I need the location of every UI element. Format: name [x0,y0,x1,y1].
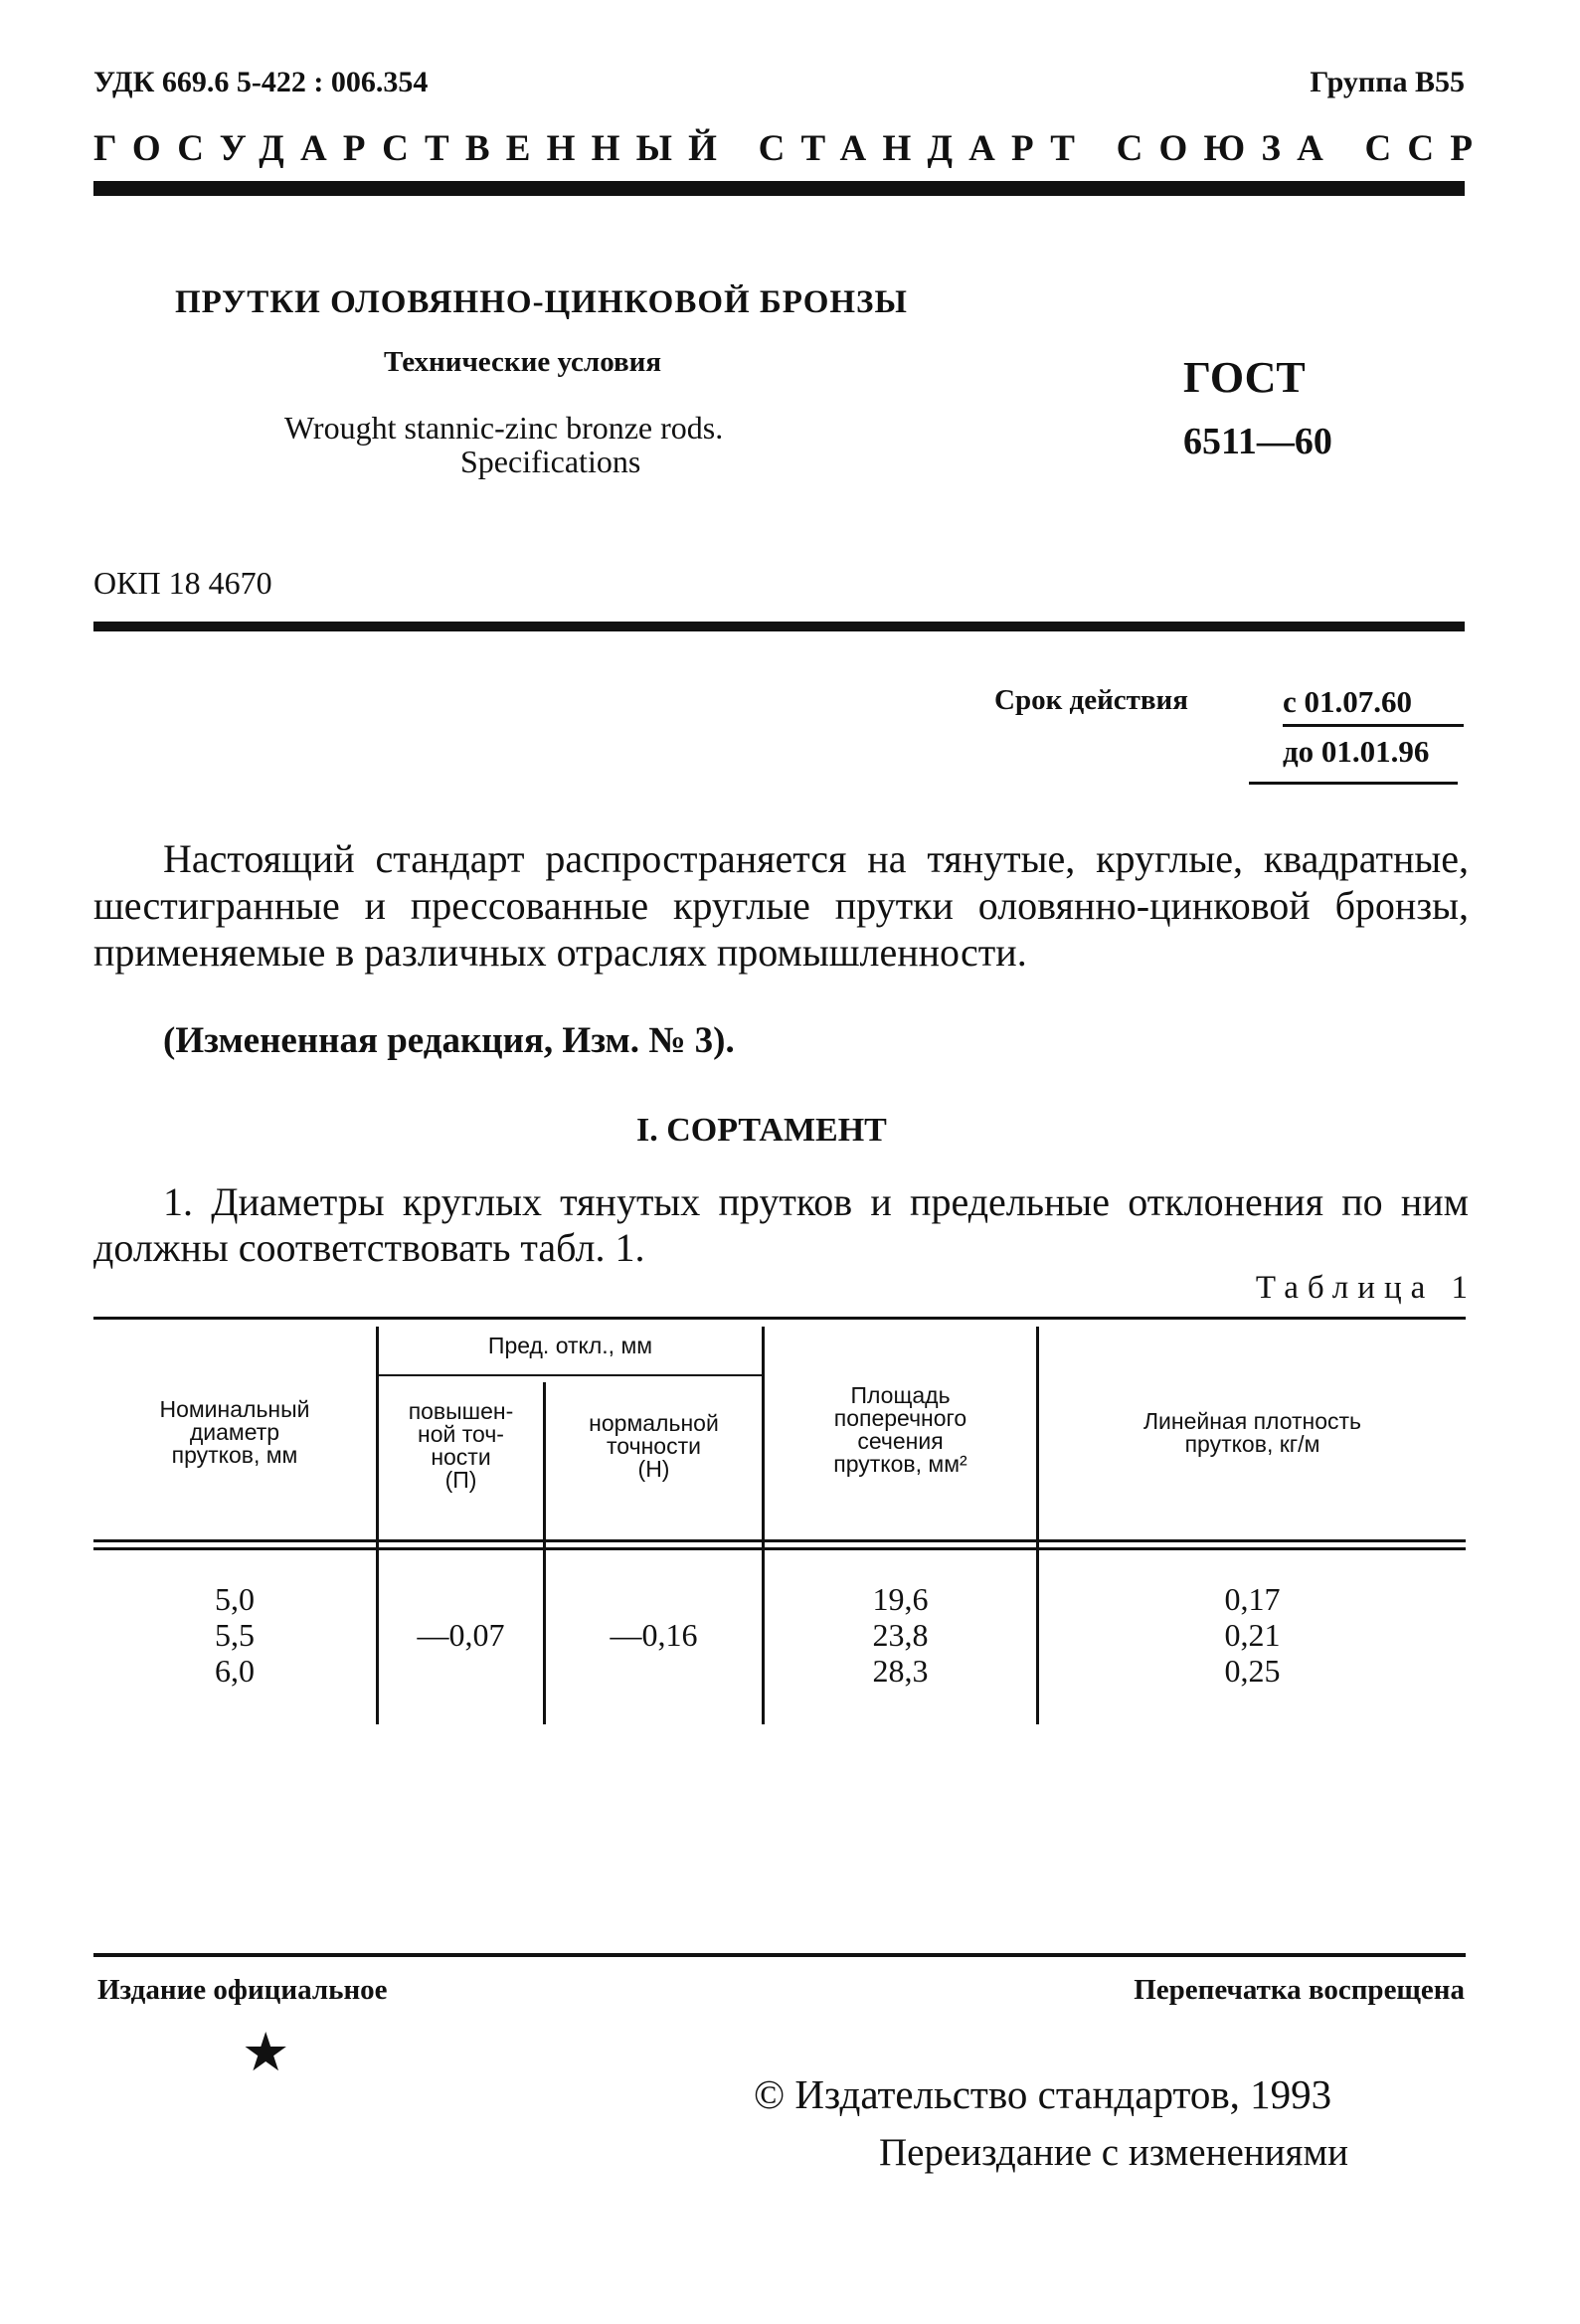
table-cell: 0,25 [1224,1653,1281,1689]
table-col-divider [376,1327,379,1724]
table-header-rule-1 [93,1539,1466,1542]
group-code: Группа В55 [1310,66,1465,98]
table-cell: 23,8 [872,1617,929,1653]
validity-to: до 01.01.96 [1283,734,1430,769]
clause-1: 1. Диаметры круглых тянутых прутков и предельные отклонения по ним должны соответствовать табл. 1. [93,1179,1469,1270]
star-icon: ★ [242,2023,290,2082]
okp-code: ОКП 18 4670 [93,565,272,601]
diameter-values [93,1581,376,1689]
state-standard-heading: ГОСУДАРСТВЕННЫЙ СТАНДАРТ СОЮЗА ССР [93,128,1490,169]
header-increased-precision: повышен- ной точ- ности (П) [408,1398,514,1493]
header-diameter: Номинальный диаметр прутков, мм [159,1396,310,1468]
header-normal-precision: нормальной точности (Н) [589,1410,719,1482]
title-rule [93,622,1465,631]
intro-paragraph: Настоящий стандарт распространяется на тянутые, круглые, квадратные, шестигранные и прессованные круглые прутки оловянно-цинковой бронзы, применяемые в различных отраслях промышленности. [93,836,1469,975]
section-heading: I. СОРТАМЕНТ [636,1112,887,1149]
udk-code: УДК 669.6 5-422 : 006.354 [93,66,429,98]
gost-number: 6511—60 [1183,421,1332,462]
density-values [1039,1581,1466,1689]
validity-from: с 01.07.60 [1283,684,1413,719]
header-rule [93,181,1465,196]
footer-rule [93,1953,1466,1957]
english-title-line1: Wrought stannic-zinc bronze rods. [284,410,724,446]
normal-deviation-value: —0,16 [610,1617,698,1653]
change-note: (Измененная редакция, Изм. № 3). [163,1020,735,1061]
english-title-line2: Specifications [460,444,641,479]
table-cell: 5,5 [215,1617,255,1653]
table-top-rule [93,1317,1466,1320]
table-1 [93,1313,1466,1710]
table-cell: 28,3 [872,1653,929,1689]
table-cell: 6,0 [215,1653,255,1689]
table-subheader-rule [379,1374,762,1376]
document-title: ПРУТКИ ОЛОВЯННО-ЦИНКОВОЙ БРОНЗЫ [175,284,908,320]
increased-deviation-value: —0,07 [417,1617,505,1653]
table-caption: Таблица 1 [1255,1270,1477,1306]
gost-label: ГОСТ [1183,353,1306,402]
area-values [765,1581,1036,1689]
table-cell: 0,17 [1224,1581,1281,1617]
header-area: Площадь поперечного сечения прутков, мм² [833,1382,967,1477]
header-deviation-group: Пред. откл., мм [487,1333,653,1358]
validity-label: Срок действия [994,684,1188,716]
reissue-line: Переиздание с изменениями [879,2131,1348,2174]
header-density: Линейная плотность прутков, кг/м [1142,1408,1362,1457]
table-cell: 0,21 [1224,1617,1281,1653]
table-header-rule-2 [93,1547,1466,1550]
validity-from-underline [1283,724,1464,727]
table-cell: 5,0 [215,1581,255,1617]
table-cell: 19,6 [872,1581,929,1617]
official-edition: Издание официальное [97,1974,388,2006]
reprint-prohibited: Перепечатка воспрещена [1134,1974,1465,2006]
document-subtitle: Технические условия [384,346,662,378]
validity-to-underline [1249,782,1458,785]
copyright-line: © Издательство стандартов, 1993 [754,2071,1332,2117]
